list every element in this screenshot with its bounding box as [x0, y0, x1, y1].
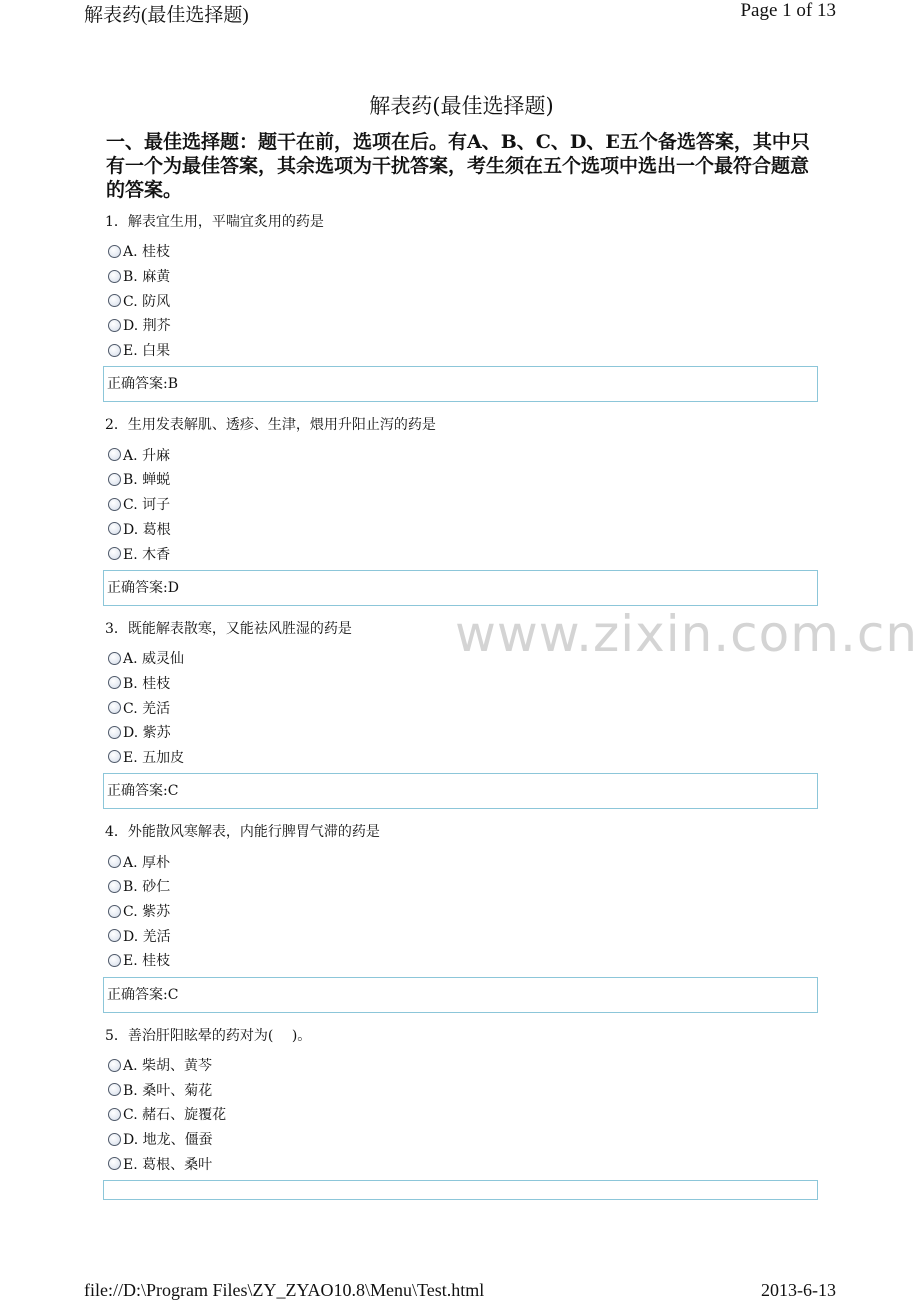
- document-content: [103, 92, 820, 1202]
- question-text: 1．解表宜生用，平喘宜炙用的药是: [105, 214, 324, 230]
- radio-button-icon[interactable]: [108, 448, 121, 461]
- correct-answer-box: 正确答案:C: [103, 977, 818, 1013]
- question-list: [103, 212, 820, 1200]
- radio-button-icon[interactable]: [108, 1133, 121, 1146]
- option-label: D. 紫苏: [123, 725, 171, 742]
- answer-option[interactable]: [108, 849, 820, 874]
- option-label: A. 柴胡、黄芩: [123, 1058, 213, 1075]
- option-list: [108, 1053, 820, 1176]
- option-label: D. 葛根: [123, 521, 171, 538]
- option-label: C. 诃子: [123, 497, 171, 514]
- answer-option[interactable]: [108, 874, 820, 899]
- page-header-title: 解表药(最佳选择题): [84, 5, 249, 26]
- answer-option[interactable]: [108, 1152, 820, 1177]
- radio-button-icon[interactable]: [108, 1059, 121, 1072]
- question-text: 5．善治肝阳眩晕的药对为( )。: [105, 1027, 312, 1044]
- radio-button-icon[interactable]: [108, 750, 121, 763]
- correct-answer-box: 正确答案:B: [103, 366, 818, 402]
- question-block: [103, 415, 820, 605]
- radio-button-icon[interactable]: [108, 294, 121, 307]
- answer-option[interactable]: [108, 517, 820, 542]
- option-label: E. 桂枝: [123, 953, 171, 970]
- answer-option[interactable]: [108, 671, 820, 696]
- radio-button-icon[interactable]: [108, 676, 121, 689]
- answer-option[interactable]: [108, 541, 820, 566]
- option-label: C. 防风: [123, 293, 171, 310]
- option-label: A. 桂枝: [123, 244, 171, 261]
- radio-button-icon[interactable]: [108, 855, 121, 868]
- answer-option[interactable]: [108, 1053, 820, 1078]
- option-list: [108, 442, 820, 565]
- correct-answer-box: [103, 1180, 818, 1200]
- answer-option[interactable]: [108, 313, 820, 338]
- option-label: B. 蝉蜕: [123, 472, 171, 489]
- page-number: Page 1 of 13: [740, 0, 836, 21]
- file-path: file://D:\Program Files\ZY_ZYAO10.8\Menu\Test.html: [84, 1280, 485, 1300]
- option-label: C. 紫苏: [123, 904, 171, 921]
- question-block: [103, 619, 820, 809]
- radio-button-icon[interactable]: [108, 652, 121, 665]
- answer-option[interactable]: [108, 1127, 820, 1152]
- option-label: A. 升麻: [123, 447, 171, 464]
- option-label: E. 葛根、桑叶: [123, 1156, 213, 1173]
- option-list: [108, 239, 820, 362]
- document-title: 解表药(最佳选择题): [369, 94, 554, 118]
- question-block: [103, 822, 820, 1012]
- radio-button-icon[interactable]: [108, 905, 121, 918]
- answer-option[interactable]: [108, 338, 820, 363]
- answer-option[interactable]: [108, 288, 820, 313]
- answer-option[interactable]: [108, 442, 820, 467]
- answer-option[interactable]: [108, 695, 820, 720]
- radio-button-icon[interactable]: [108, 547, 121, 560]
- question-block: [103, 1026, 820, 1200]
- option-label: C. 赭石、旋覆花: [123, 1107, 227, 1124]
- answer-option[interactable]: [108, 948, 820, 973]
- watermark: www.zixin.com.cn: [455, 605, 919, 663]
- question-text: 4．外能散风寒解表，内能行脾胃气滞的药是: [105, 824, 380, 841]
- option-label: D. 地龙、僵蚕: [123, 1132, 213, 1149]
- radio-button-icon[interactable]: [108, 245, 121, 258]
- correct-answer-box: 正确答案:C: [103, 773, 818, 809]
- option-label: D. 荆芥: [123, 318, 171, 335]
- option-label: A. 厚朴: [123, 854, 171, 871]
- option-label: E. 木香: [123, 546, 171, 563]
- radio-button-icon[interactable]: [108, 701, 121, 714]
- option-label: B. 砂仁: [123, 879, 171, 896]
- option-label: B. 桂枝: [123, 675, 171, 692]
- radio-button-icon[interactable]: [108, 319, 121, 332]
- answer-option[interactable]: [108, 467, 820, 492]
- radio-button-icon[interactable]: [108, 270, 121, 283]
- option-list: [108, 849, 820, 972]
- answer-option[interactable]: [108, 492, 820, 517]
- radio-button-icon[interactable]: [108, 522, 121, 535]
- option-label: E. 白果: [123, 343, 171, 360]
- radio-button-icon[interactable]: [108, 1108, 121, 1121]
- answer-option[interactable]: [108, 745, 820, 770]
- option-label: D. 羌活: [123, 928, 171, 945]
- option-label: C. 羌活: [123, 700, 171, 717]
- answer-option[interactable]: [108, 1077, 820, 1102]
- radio-button-icon[interactable]: [108, 954, 121, 967]
- radio-button-icon[interactable]: [108, 344, 121, 357]
- radio-button-icon[interactable]: [108, 473, 121, 486]
- answer-option[interactable]: [108, 239, 820, 264]
- radio-button-icon[interactable]: [108, 1157, 121, 1170]
- radio-button-icon[interactable]: [108, 1083, 121, 1096]
- section-heading: 一、最佳选择题：题干在前，选项在后。有A、B、C、D、E五个备选答案，其中只有一个为最佳答案，其余选项为干扰答案，考生须在五个选项中选出一个最符合题意的答案。: [106, 131, 810, 201]
- answer-option[interactable]: [108, 923, 820, 948]
- question-text: 3．既能解表散寒，又能祛风胜湿的药是: [105, 620, 352, 637]
- print-date: 2013-6-13: [761, 1280, 836, 1300]
- option-label: B. 桑叶、菊花: [123, 1082, 213, 1099]
- answer-option[interactable]: [108, 264, 820, 289]
- radio-button-icon[interactable]: [108, 929, 121, 942]
- answer-option[interactable]: [108, 899, 820, 924]
- question-block: [103, 212, 820, 402]
- question-text: 2．生用发表解肌、透疹、生津，煨用升阳止泻的药是: [105, 417, 436, 434]
- answer-option[interactable]: [108, 720, 820, 745]
- option-list: [108, 646, 820, 769]
- option-label: B. 麻黄: [123, 269, 171, 286]
- option-label: E. 五加皮: [123, 749, 185, 766]
- radio-button-icon[interactable]: [108, 726, 121, 739]
- correct-answer-box: 正确答案:D: [103, 570, 818, 606]
- option-label: A. 威灵仙: [123, 651, 185, 668]
- radio-button-icon[interactable]: [108, 498, 121, 511]
- answer-option[interactable]: [108, 1102, 820, 1127]
- radio-button-icon[interactable]: [108, 880, 121, 893]
- answer-option[interactable]: [108, 646, 820, 671]
